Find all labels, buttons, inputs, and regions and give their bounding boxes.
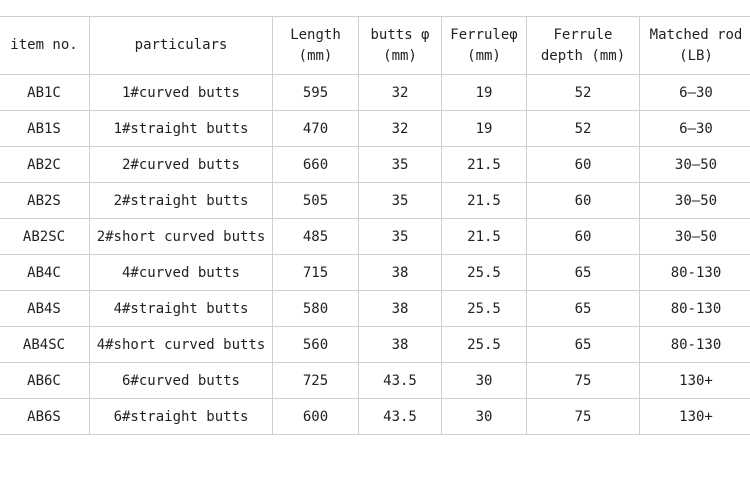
table-row [0, 75, 750, 111]
cell-ferrule-depth: 75 [527, 363, 640, 399]
header-line: item no. [10, 37, 78, 53]
cell-ferrule-diameter: 21.5 [442, 183, 527, 219]
cell-length: 505 [273, 183, 359, 219]
cell-matched-rod: 30—50 [640, 219, 750, 255]
cell-matched-rod: 30—50 [640, 183, 750, 219]
cell-item-no: AB2C [0, 147, 90, 183]
header-unit: (LB) [679, 47, 713, 64]
cell-length: 715 [273, 255, 359, 291]
table-header [0, 17, 750, 75]
cell-ferrule-diameter: 21.5 [442, 219, 527, 255]
cell-item-no: AB2SC [0, 219, 90, 255]
cell-particulars: 2#curved butts [90, 147, 273, 183]
cell-particulars: 4#curved butts [90, 255, 273, 291]
cell-item-no: AB4SC [0, 327, 90, 363]
cell-matched-rod: 6—30 [640, 75, 750, 111]
cell-item-no: AB1S [0, 111, 90, 147]
cell-ferrule-depth: 65 [527, 291, 640, 327]
cell-item-no: AB4S [0, 291, 90, 327]
cell-matched-rod: 30—50 [640, 147, 750, 183]
spec-table [0, 16, 750, 435]
cell-item-no: AB1C [0, 75, 90, 111]
header-row [0, 17, 750, 75]
cell-item-no: AB2S [0, 183, 90, 219]
header-line: Ferrule [553, 26, 613, 43]
table-row [0, 363, 750, 399]
header-line: Matched rod [649, 26, 743, 43]
cell-ferrule-depth: 75 [527, 399, 640, 435]
table-row [0, 219, 750, 255]
header-matched-rod [640, 17, 750, 75]
cell-matched-rod: 80-130 [640, 291, 750, 327]
cell-butts-diameter: 35 [359, 219, 442, 255]
cell-particulars: 4#straight butts [90, 291, 273, 327]
header-butts-diameter [359, 17, 442, 75]
cell-ferrule-depth: 52 [527, 111, 640, 147]
cell-butts-diameter: 38 [359, 327, 442, 363]
cell-length: 660 [273, 147, 359, 183]
cell-length: 600 [273, 399, 359, 435]
cell-particulars: 6#curved butts [90, 363, 273, 399]
cell-ferrule-depth: 52 [527, 75, 640, 111]
cell-butts-diameter: 38 [359, 291, 442, 327]
cell-matched-rod: 130+ [640, 399, 750, 435]
header-line: butts φ [370, 26, 430, 43]
table-row [0, 111, 750, 147]
header-particulars [90, 17, 273, 75]
cell-ferrule-diameter: 19 [442, 75, 527, 111]
header-line: Length [290, 26, 341, 43]
cell-butts-diameter: 35 [359, 147, 442, 183]
cell-ferrule-depth: 65 [527, 255, 640, 291]
cell-item-no: AB4C [0, 255, 90, 291]
cell-matched-rod: 80-130 [640, 327, 750, 363]
cell-length: 580 [273, 291, 359, 327]
cell-butts-diameter: 43.5 [359, 363, 442, 399]
cell-butts-diameter: 35 [359, 183, 442, 219]
header-ferrule-depth [527, 17, 640, 75]
cell-ferrule-diameter: 21.5 [442, 147, 527, 183]
cell-matched-rod: 130+ [640, 363, 750, 399]
cell-particulars: 2#short curved butts [90, 219, 273, 255]
table-row [0, 399, 750, 435]
header-ferrule-diameter [442, 17, 527, 75]
cell-ferrule-diameter: 30 [442, 363, 527, 399]
cell-ferrule-diameter: 25.5 [442, 255, 527, 291]
cell-ferrule-depth: 60 [527, 219, 640, 255]
table-row [0, 327, 750, 363]
table-body [0, 75, 750, 435]
cell-ferrule-diameter: 30 [442, 399, 527, 435]
cell-length: 470 [273, 111, 359, 147]
cell-matched-rod: 6—30 [640, 111, 750, 147]
cell-ferrule-depth: 65 [527, 327, 640, 363]
header-unit: (mm) [298, 47, 333, 64]
cell-butts-diameter: 38 [359, 255, 442, 291]
table-row [0, 255, 750, 291]
table-row [0, 147, 750, 183]
cell-ferrule-depth: 60 [527, 147, 640, 183]
cell-particulars: 1#straight butts [90, 111, 273, 147]
cell-length: 560 [273, 327, 359, 363]
cell-particulars: 1#curved butts [90, 75, 273, 111]
cell-length: 725 [273, 363, 359, 399]
cell-butts-diameter: 43.5 [359, 399, 442, 435]
cell-item-no: AB6C [0, 363, 90, 399]
cell-length: 595 [273, 75, 359, 111]
cell-particulars: 2#straight butts [90, 183, 273, 219]
header-item-no [0, 17, 90, 75]
header-unit: (mm) [467, 47, 501, 64]
cell-butts-diameter: 32 [359, 75, 442, 111]
header-length [273, 17, 359, 75]
table-row [0, 183, 750, 219]
table-row [0, 291, 750, 327]
cell-ferrule-depth: 60 [527, 183, 640, 219]
header-unit: depth (mm) [540, 47, 626, 64]
header-unit: (mm) [383, 47, 417, 64]
cell-ferrule-diameter: 25.5 [442, 291, 527, 327]
header-line: Ferruleφ [450, 26, 518, 43]
cell-matched-rod: 80-130 [640, 255, 750, 291]
header-line: particulars [134, 37, 228, 53]
cell-particulars: 4#short curved butts [90, 327, 273, 363]
cell-ferrule-diameter: 25.5 [442, 327, 527, 363]
cell-item-no: AB6S [0, 399, 90, 435]
cell-length: 485 [273, 219, 359, 255]
cell-butts-diameter: 32 [359, 111, 442, 147]
cell-particulars: 6#straight butts [90, 399, 273, 435]
cell-ferrule-diameter: 19 [442, 111, 527, 147]
